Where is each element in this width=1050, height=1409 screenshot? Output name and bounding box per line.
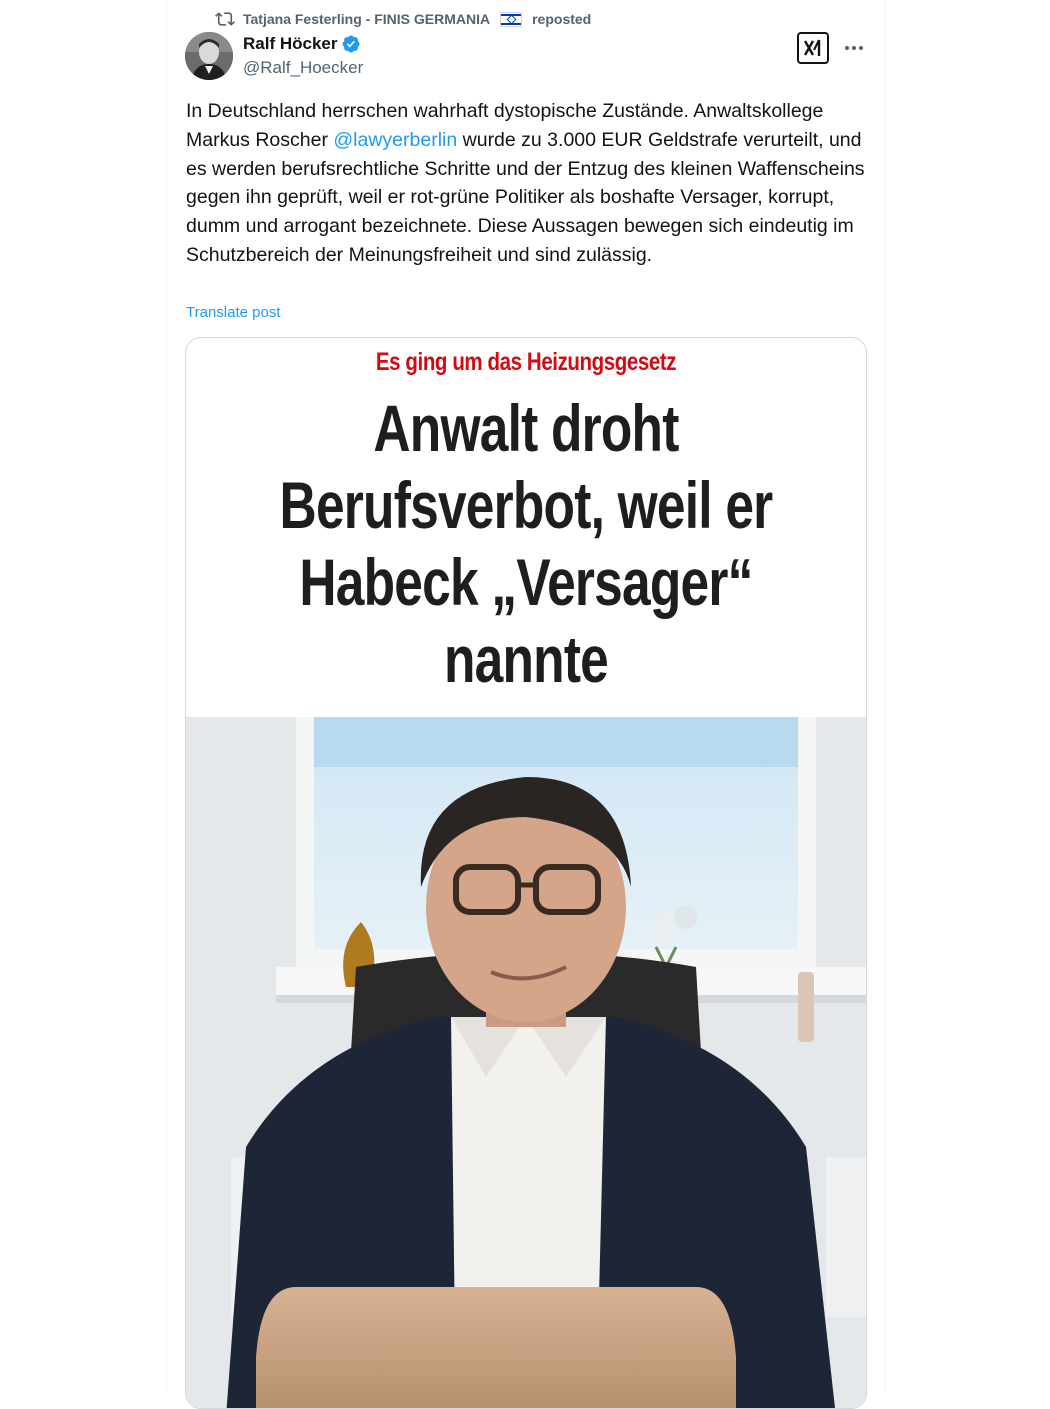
lawyer-portrait-image: [186, 717, 866, 1409]
israel-flag-icon: [500, 12, 522, 27]
article-headline: [261, 390, 791, 698]
reposter-name[interactable]: Tatjana Festerling - FINIS GERMANIA: [243, 11, 491, 27]
article-photo: [186, 717, 866, 1409]
author-info: [243, 33, 363, 78]
translate-post-link[interactable]: Translate post: [186, 304, 281, 321]
mention-link[interactable]: @lawyerberlin: [333, 128, 458, 151]
author-name[interactable]: Ralf Höcker: [243, 34, 338, 53]
more-options-icon: [844, 45, 864, 51]
grok-icon: [802, 37, 824, 59]
post-text: [186, 97, 866, 270]
verified-badge-icon: [341, 34, 361, 54]
headline-line: Anwalt droht: [373, 391, 679, 465]
headline-line: Habeck „Versager“: [299, 545, 753, 619]
post-text-part1: In Deutschland herrschen wahrhaft dystopische Zustände. Anwaltskollege Markus Roscher: [186, 100, 824, 151]
repost-icon: [215, 9, 235, 29]
avatar-photo: [185, 32, 233, 80]
repost-suffix: reposted: [532, 11, 592, 27]
headline-line: nannte: [443, 622, 609, 696]
repost-context[interactable]: [215, 8, 591, 30]
headline-line: Berufsverbot, weil er: [279, 468, 773, 542]
article-kicker: Es ging um das Heizungsgesetz: [375, 348, 677, 376]
post-text-part2: wurde zu 3.000 EUR Geldstrafe verurteilt, und es werden berufsrechtliche Schritte und der Entzug des kleinen Waffenscheins gegen ihn geprüft, weil er rot-grüne Politiker als boshafte Versager, korrupt, dumm und arrogant bezeichnete. Diese Aussagen bewegen sich eindeutig im Schutzbereich der Meinungsfreiheit und sind zulässig.: [186, 128, 865, 266]
attached-image[interactable]: [185, 337, 867, 1409]
grok-button[interactable]: [797, 32, 829, 64]
author-handle[interactable]: @Ralf_Hoecker: [243, 58, 364, 77]
more-options-button[interactable]: [840, 34, 868, 62]
author-avatar[interactable]: [185, 32, 233, 80]
